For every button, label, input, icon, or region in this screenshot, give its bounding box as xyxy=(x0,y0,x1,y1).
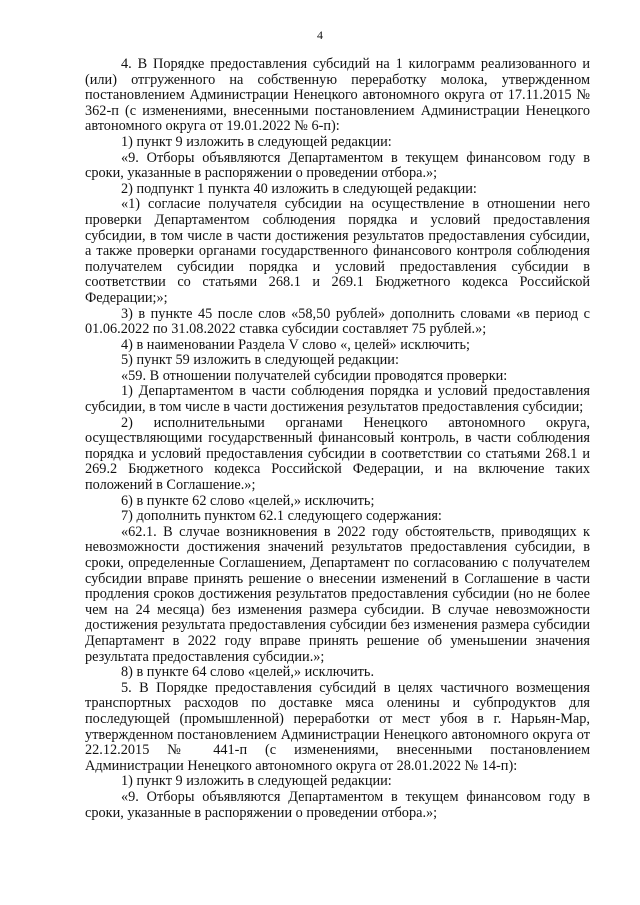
paragraph: 3) в пункте 45 после слов «58,50 рублей» дополнить словами «в период с 01.06.2022 по 31.08.2022 ставка субсидии составляет 75 рублей.»; xyxy=(85,305,590,338)
paragraph: 8) в пункте 64 слово «целей,» исключить. xyxy=(121,664,375,681)
document-body xyxy=(85,57,590,821)
paragraph: 6) в пункте 62 слово «целей,» исключить; xyxy=(121,492,375,509)
paragraph: 4) в наименовании Раздела V слово «, целей» исключить; xyxy=(121,336,471,353)
paragraph: «62.1. В случае возникновения в 2022 году обстоятельств, приводящих к невозможности достижения значений результатов предоставления субсидии, в сроки, определенные Соглашением, Департамент по согласованию с получателем субсидии вправе принять решение о внесении изменений в Соглашение в части продления сроков достижения результатов предоставления субсидии (но не более чем на 24 месяца) без изменения размера субсидии. В случае невозможности достижения результата предоставления субсидии без изменения размера субсидии Департамент в 2022 году вправе принять решение об уменьшении значения результата предоставления субсидии.»; xyxy=(85,523,590,665)
paragraph: 4. В Порядке предоставления субсидий на 1 килограмм реализованного и (или) отгруженного на собственную переработку молока, утвержденном постановлением Администрации Ненецкого автономного округа от 17.11.2015 № 362-п (с изменениями, внесенными постановлением Администрации Ненецкого автономного округа от 19.01.2022 № 6-п): xyxy=(85,56,590,135)
paragraph: 7) дополнить пунктом 62.1 следующего содержания: xyxy=(121,508,442,525)
paragraph: 1) Департаментом в части соблюдения порядка и условий предоставления субсидии, в том числе в части достижения результатов предоставления субсидии; xyxy=(85,383,590,416)
paragraph: «1) согласие получателя субсидии на осуществление в отношении него проверки Департаментом соблюдения порядка и условий предоставления субсидии, в том числе в части достижения результатов предоставления субсидии, а также проверки органами государственного финансового контроля соблюдения получателем субсидии порядка и условий предоставления субсидии в соответствии со статьями 268.1 и 269.1 Бюджетного кодекса Российской Федерации;»; xyxy=(85,196,590,306)
paragraph: 1) пункт 9 изложить в следующей редакции: xyxy=(121,133,392,150)
paragraph: 5) пункт 59 изложить в следующей редакции: xyxy=(121,352,399,369)
paragraph: 1) пункт 9 изложить в следующей редакции: xyxy=(121,773,392,790)
paragraph: «59. В отношении получателей субсидии проводятся проверки: xyxy=(121,367,508,384)
paragraph: 5. В Порядке предоставления субсидий в целях частичного возмещения транспортных расходов по доставке мяса оленины и субпродуктов для последующей (промышленной) переработки от мест убоя в г. Нарьян-Мар, утвержденном постановлением Администрации Ненецкого автономного округа от 22.12.2015 № 441-п (с изменениями, внесенными постановлением Администрации Ненецкого автономного округа от 28.01.2022 № 14-п): xyxy=(85,679,590,774)
paragraph: «9. Отборы объявляются Департаментом в текущем финансовом году в сроки, указанные в распоряжении о проведении отбора.»; xyxy=(85,788,590,821)
paragraph: 2) исполнительными органами Ненецкого автономного округа, осуществляющими государственный финансовый контроль, в части соблюдения порядка и условий предоставления субсидии в соответствии со статьями 268.1 и 269.2 Бюджетного кодекса Российской Федерации, и на включение таких положений в Соглашение.»; xyxy=(85,414,590,494)
paragraph: 2) подпункт 1 пункта 40 изложить в следующей редакции: xyxy=(121,180,477,197)
paragraph: «9. Отборы объявляются Департаментом в текущем финансовом году в сроки, указанные в распоряжении о проведении отбора.»; xyxy=(85,149,590,182)
page-number: 4 xyxy=(317,28,323,42)
